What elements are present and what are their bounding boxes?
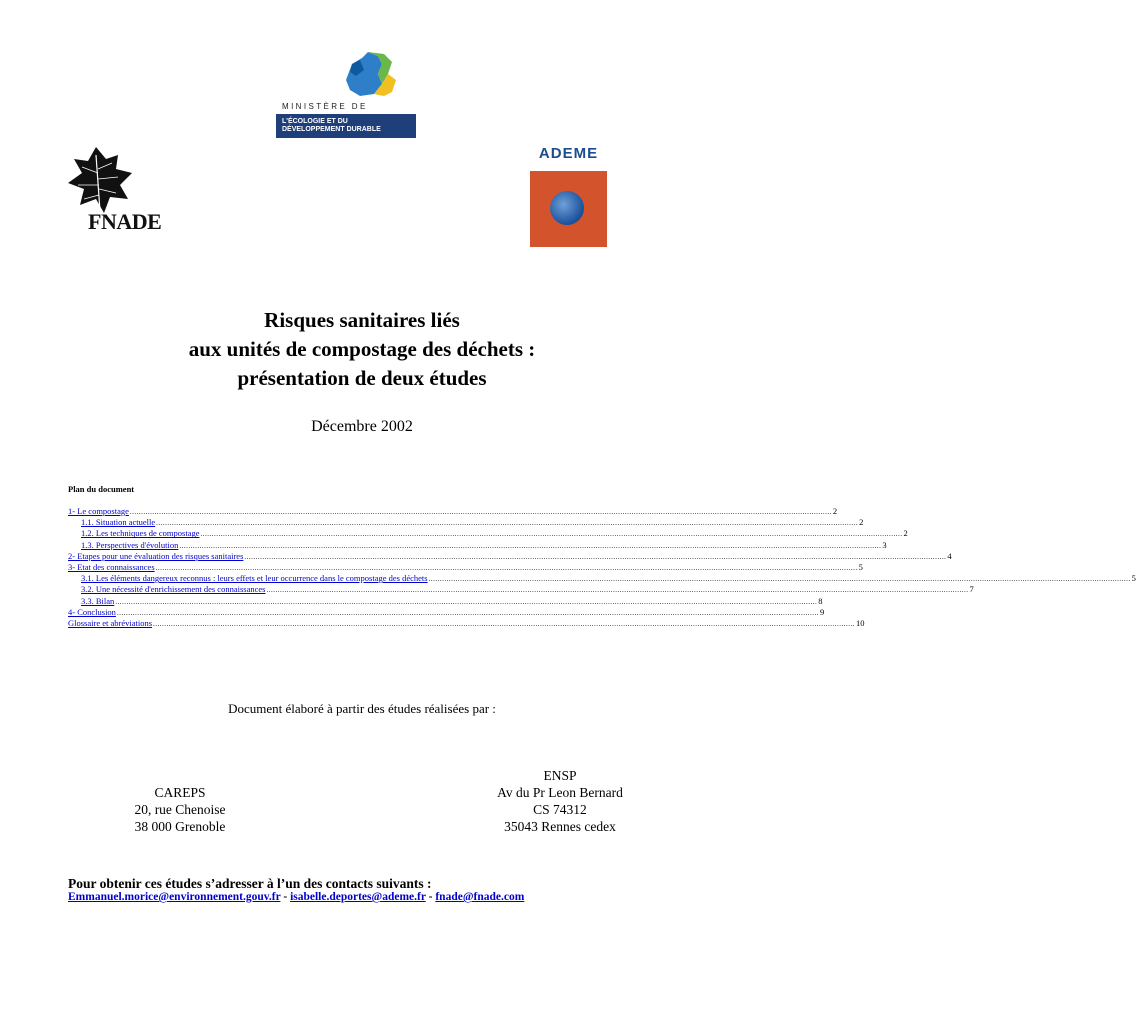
france-map-icon — [338, 50, 408, 100]
ministere-logo — [272, 50, 417, 145]
email-link-deportes[interactable]: isabelle.deportes@ademe.fr — [290, 891, 426, 903]
title-line2: aux unités de compostage des déchets : — [188, 337, 536, 361]
toc-leader: ........................................................................................................................................................................................................................................................................................................................ — [156, 519, 859, 528]
ministere-line2: L'ÉCOLOGIE ET DU — [282, 118, 348, 125]
ministere-line3: DÉVELOPPEMENT DURABLE — [282, 126, 381, 133]
toc-page: 3 — [882, 539, 887, 550]
ensp-cs: CS 74312 — [533, 802, 587, 817]
careps-name: CAREPS — [154, 785, 206, 800]
plan-heading: Plan du document — [68, 484, 135, 494]
title-line1: Risques sanitaires liés — [264, 308, 460, 332]
table-of-contents — [68, 506, 1136, 629]
toc-link[interactable]: 3.1. Les éléments dangereux reconnus : leurs effets et leur occurrence dans le compostage des déchets — [81, 573, 428, 584]
toc-entry — [68, 584, 974, 595]
toc-leader: ........................................................................................................................................................................................................................................................................................................................ — [266, 586, 969, 595]
toc-entry — [68, 606, 825, 618]
toc-page: 2 — [859, 517, 864, 528]
toc-page: 5 — [1131, 573, 1136, 584]
toc-leader: ........................................................................................................................................................................................................................................................................................................................ — [155, 563, 858, 572]
toc-page: 2 — [832, 506, 838, 516]
ademe-wordmark: ADEME — [538, 145, 599, 162]
careps-city: 38 000 Grenoble — [134, 819, 226, 834]
toc-leader: ........................................................................................................................................................................................................................................................................................................................ — [428, 575, 1131, 584]
toc-link[interactable]: 3- Etat des connaissances — [68, 561, 155, 572]
toc-entry — [68, 561, 863, 573]
toc-page: 9 — [819, 606, 825, 617]
ensp-city: 35043 Rennes cedex — [504, 819, 616, 834]
toc-entry — [68, 539, 887, 551]
ministere-band — [276, 114, 416, 138]
email-link-morice[interactable]: Emmanuel.morice@environnement.gouv.fr — [68, 891, 281, 903]
ensp-address — [470, 767, 650, 835]
toc-link[interactable]: 4- Conclusion — [68, 606, 116, 617]
toc-page: 8 — [818, 595, 823, 606]
toc-entry — [68, 528, 908, 539]
toc-page: 2 — [903, 528, 908, 539]
ministere-line1: MINISTÈRE DE — [282, 102, 368, 111]
toc-page: 4 — [947, 550, 952, 561]
toc-page: 5 — [858, 561, 863, 572]
toc-leader: ........................................................................................................................................................................................................................................................................................................................ — [153, 619, 856, 628]
toc-page: 7 — [969, 584, 974, 595]
toc-leader: ........................................................................................................................................................................................................................................................................................................................ — [200, 530, 903, 539]
toc-link[interactable]: 3.3. Bilan — [81, 595, 115, 606]
email-separator: - — [425, 891, 436, 903]
contacts-line — [68, 891, 524, 903]
toc-leader: ........................................................................................................................................................................................................................................................................................................................ — [244, 552, 947, 561]
toc-link[interactable]: 3.2. Une nécessité d'enrichissement des connaissances — [81, 584, 266, 595]
document-date: Décembre 2002 — [311, 418, 413, 435]
toc-leader: ........................................................................................................................................................................................................................................................................................................................ — [179, 541, 882, 550]
toc-link[interactable]: 1- Le compostage — [68, 506, 129, 516]
toc-entry — [68, 517, 864, 528]
fnade-logo — [66, 145, 191, 240]
toc-entry — [68, 617, 865, 629]
globe-icon — [550, 191, 584, 225]
ensp-street: Av du Pr Leon Bernard — [497, 785, 623, 800]
toc-link[interactable]: 1.2. Les techniques de compostage — [81, 528, 200, 539]
toc-page: 10 — [856, 617, 865, 628]
email-link-fnade[interactable]: fnade@fnade.com — [435, 891, 525, 903]
careps-address — [100, 784, 260, 835]
title-line3: présentation de deux études — [237, 366, 487, 390]
document-title — [0, 306, 724, 393]
fnade-wordmark: FNADE — [88, 209, 162, 234]
toc-entry — [68, 595, 823, 607]
toc-leader: ........................................................................................................................................................................................................................................................................................................................ — [129, 508, 832, 516]
ademe-logo — [530, 145, 607, 247]
toc-link[interactable]: 2- Etapes pour une évaluation des risques sanitaires — [68, 550, 244, 561]
email-separator: - — [280, 891, 291, 903]
toc-link[interactable]: 1.3. Perspectives d'évolution — [81, 539, 179, 550]
toc-entry — [68, 550, 952, 562]
toc-leader: ........................................................................................................................................................................................................................................................................................................................ — [115, 597, 818, 606]
toc-leader: ........................................................................................................................................................................................................................................................................................................................ — [116, 608, 819, 617]
toc-link[interactable]: 1.1. Situation actuelle — [81, 517, 156, 528]
contacts-heading: Pour obtenir ces études s’adresser à l’un des contacts suivants : — [68, 876, 432, 891]
toc-link[interactable]: Glossaire et abréviations — [68, 617, 153, 628]
ensp-name: ENSP — [543, 768, 577, 783]
elabore-statement: Document élaboré à partir des études réalisées par : — [228, 701, 496, 716]
toc-entry — [68, 573, 1136, 584]
careps-street: 20, rue Chenoise — [134, 802, 226, 817]
toc-entry — [68, 506, 838, 517]
